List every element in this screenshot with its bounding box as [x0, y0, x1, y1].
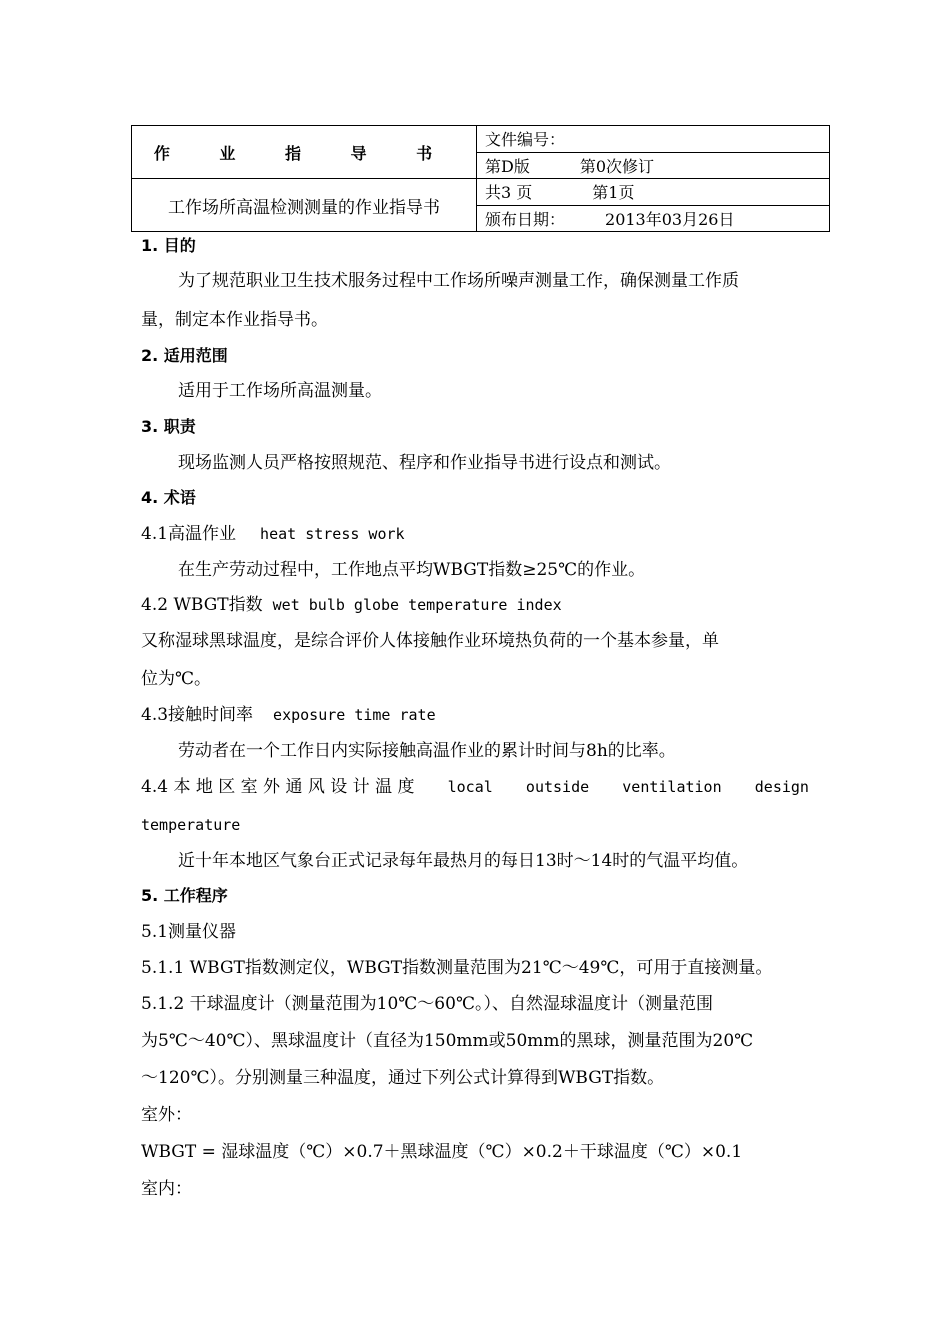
term-4-2 — [141, 595, 562, 615]
term-4-3-chinese: 4.3接触时间率 — [141, 705, 254, 725]
section-1-paragraph-line-1: 为了规范职业卫生技术服务过程中工作场所噪声测量工作，确保测量工作质 — [178, 271, 739, 291]
term-4-4-english-word-5: temperature — [141, 816, 241, 834]
doc-number-cell — [477, 126, 830, 153]
issue-date-label: 颁布日期： — [485, 209, 566, 229]
term-4-1 — [141, 524, 405, 544]
section-2-heading: 2. 适用范围 — [141, 346, 228, 365]
subsection-5-1: 5.1测量仪器 — [141, 922, 237, 942]
page-number-text: 第1页 — [592, 183, 635, 203]
section-1-paragraph-line-2: 量，制定本作业指导书。 — [141, 310, 328, 330]
term-4-4-english-word-1: local — [447, 778, 493, 796]
doc-number-label: 文件编号： — [485, 130, 566, 150]
term-4-4 — [141, 777, 809, 797]
term-4-2-chinese: 4.2 WBGT指数 — [141, 595, 263, 615]
item-5-1-1: 5.1.1 WBGT指数测定仪，WBGT指数测量范围为21℃～49℃，可用于直接测量。 — [141, 958, 773, 978]
document-subtitle: 工作场所高温检测测量的作业指导书 — [132, 179, 477, 232]
version-cell — [477, 152, 830, 179]
pages-cell — [477, 179, 830, 206]
issue-date-cell — [477, 205, 830, 232]
section-1-heading: 1. 目的 — [141, 236, 196, 255]
indoor-label: 室内： — [141, 1179, 192, 1199]
document-type-title: 作 业 指 导 书 — [132, 126, 477, 179]
revision-text: 第0次修订 — [579, 156, 655, 176]
outdoor-label: 室外： — [141, 1105, 192, 1125]
term-4-4-english-word-2: outside — [525, 778, 590, 796]
term-4-4-english-word-4: design — [754, 778, 809, 796]
term-4-4-definition: 近十年本地区气象台正式记录每年最热月的每日13时～14时的气温平均值。 — [178, 851, 749, 871]
term-4-2-definition-line-1: 又称湿球黑球温度，是综合评价人体接触作业环境热负荷的一个基本参量，单 — [141, 631, 719, 651]
term-4-1-chinese: 4.1高温作业 — [141, 524, 237, 544]
item-5-1-2-line-2: 为5℃～40℃）、黑球温度计（直径为150mm或50mm的黑球，测量范围为20℃ — [141, 1031, 754, 1051]
term-4-1-definition: 在生产劳动过程中，工作地点平均WBGT指数≥25℃的作业。 — [178, 560, 646, 580]
term-4-4-english-word-3: ventilation — [622, 778, 722, 796]
section-3-paragraph: 现场监测人员严格按照规范、程序和作业指导书进行设点和测试。 — [178, 453, 671, 473]
formula-outdoor: WBGT = 湿球温度（℃）×0.7＋黑球温度（℃）×0.2＋干球温度（℃）×0.1 — [141, 1142, 743, 1162]
term-4-3-definition: 劳动者在一个工作日内实际接触高温作业的累计时间与8h的比率。 — [178, 741, 676, 761]
term-4-4-chinese: 4.4 本 地 区 室 外 通 风 设 计 温 度 — [141, 777, 415, 797]
term-4-2-definition-line-2: 位为℃。 — [141, 669, 212, 689]
section-4-heading: 4. 术语 — [141, 488, 196, 507]
item-5-1-2-line-3: ～120℃）。分别测量三种温度，通过下列公式计算得到WBGT指数。 — [141, 1068, 665, 1088]
section-5-heading: 5. 工作程序 — [141, 886, 228, 905]
issue-date-value: 2013年03月26日 — [605, 209, 735, 229]
header-table — [131, 125, 830, 232]
section-2-paragraph: 适用于工作场所高温测量。 — [178, 381, 382, 401]
section-3-heading: 3. 职责 — [141, 417, 196, 436]
term-4-3-english: exposure time rate — [273, 706, 436, 724]
term-4-1-english: heat stress work — [260, 525, 405, 543]
total-pages-text: 共3 页 — [485, 183, 533, 203]
term-4-2-english: wet bulb globe temperature index — [272, 596, 562, 614]
version-text: 第D版 — [485, 156, 530, 176]
item-5-1-2-line-1: 5.1.2 干球温度计（测量范围为10℃～60℃。）、自然湿球温度计（测量范围 — [141, 994, 713, 1014]
term-4-3 — [141, 705, 436, 725]
